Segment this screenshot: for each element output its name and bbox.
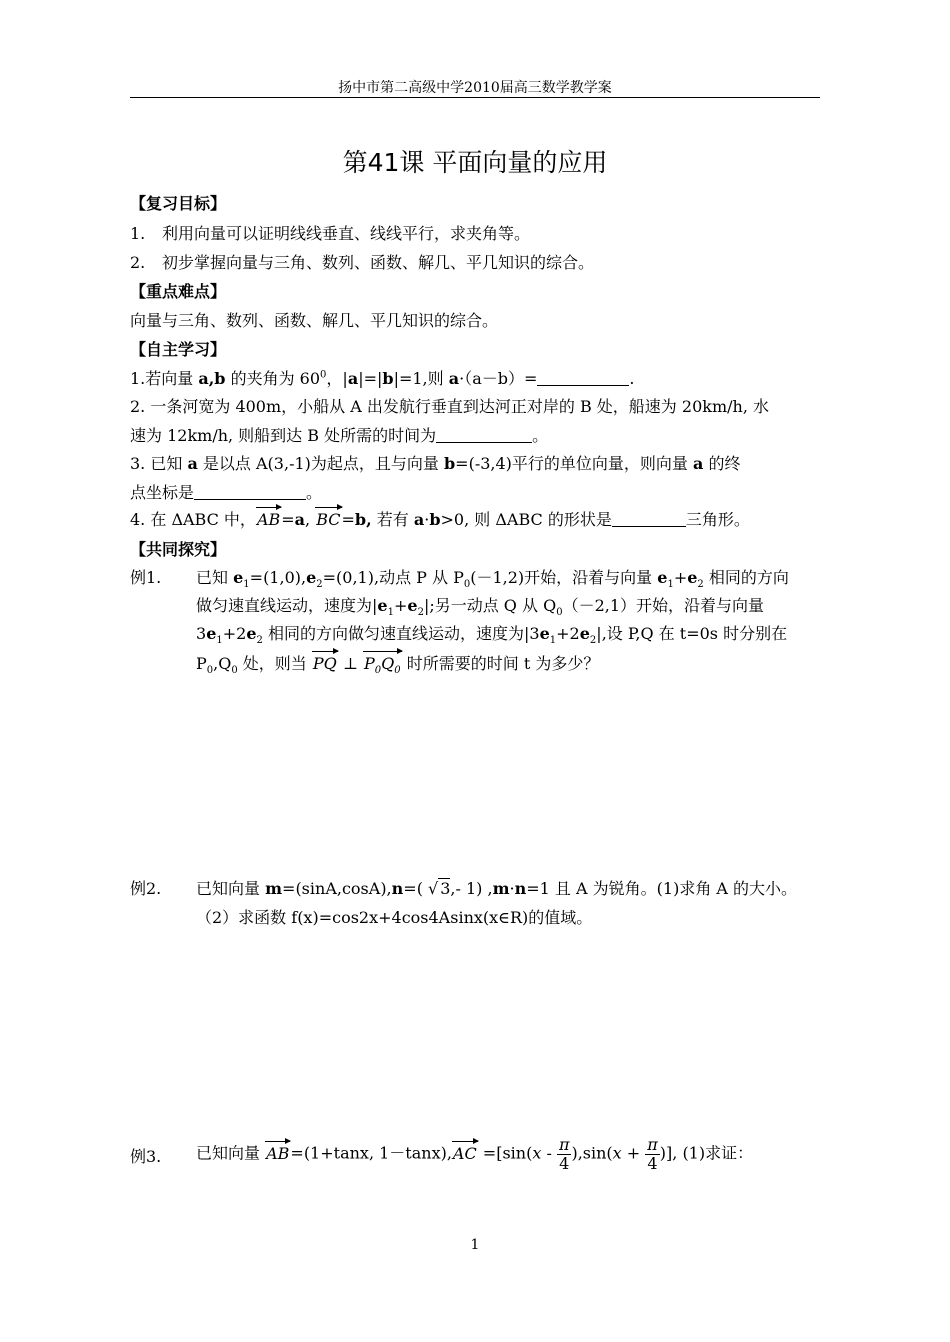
goal-item: 2. 初步掌握向量与三角、数列、函数、解几、平几知识的综合。 xyxy=(130,253,595,272)
vector-p0q0: $P_0Q_0$ xyxy=(364,654,401,677)
question-2-line-2: 速为 12km/h, 则船到达 B 处所需的时间为 。 xyxy=(130,426,549,445)
question-1: 1.若向量 a,b 的夹角为 $60^0$，|a|=|b|=1,则 a·（a－b）= . xyxy=(130,369,635,388)
fraction-pi-over-4: $\frac{\pi}{4}$ xyxy=(647,1135,658,1173)
answer-blank xyxy=(436,428,532,443)
example-2-label: 例2. xyxy=(130,879,162,898)
vector-ac: AC xyxy=(452,1143,477,1163)
section-key: 【重点难点】 xyxy=(130,282,227,301)
answer-blank xyxy=(537,371,629,386)
vector-pq: PQ xyxy=(312,654,337,673)
section-explore: 【共同探究】 xyxy=(130,540,227,559)
example-1-label: 例1. xyxy=(130,568,162,587)
question-3-line-1: 3. 已知 a 是以点 A(3,-1)为起点，且与向量 b=(-3,4)平行的单位向量，则向量 a 的终 xyxy=(130,454,741,473)
goal-item: 1. 利用向量可以证明线线垂直、线线平行，求夹角等。 xyxy=(130,224,531,243)
header-rule xyxy=(130,97,820,98)
vector-bc: BC xyxy=(316,510,341,529)
question-4: 4. 在 ΔABC 中，AB=a, BC=b, 若有 a·b>0, 则 ΔABC 的形状是 三角形。 xyxy=(130,510,750,529)
example-1-line-4: $P_0,Q_0$ 处，则当 PQ ⊥ $P_0Q_0$ 时所需要的时间 t 为多少？ xyxy=(196,654,600,677)
section-self-study: 【自主学习】 xyxy=(130,340,227,359)
example-1-line-3: $3e_1+2e_2$ 相同的方向做匀速直线运动，速度为$|3e_1+2e_2|$,设 P,Q 在 t=0s 时分别在 xyxy=(196,624,788,647)
question-2-line-1: 2. 一条河宽为 400m，小船从 A 出发航行垂直到达河正对岸的 B 处，船速为 20km/h, 水 xyxy=(130,397,769,416)
example-3-label: 例3. xyxy=(130,1147,162,1166)
vector-ab: AB xyxy=(266,1143,290,1163)
question-3-line-2: 点坐标是 。 xyxy=(130,483,323,502)
page-number: 1 xyxy=(470,1237,480,1253)
key-text: 向量与三角、数列、函数、解几、平几知识的综合。 xyxy=(130,311,499,330)
example-2-line-1: 已知向量 m=(sinA,cosA),n=( √ 3,- 1) ,m·n=1 且 A 为锐角。(1)求角 A 的大小。 xyxy=(196,879,798,898)
page-header: 扬中市第二高级中学2010届高三数学教学案 xyxy=(338,80,612,96)
fraction-pi-over-4: $\frac{\pi}{4}$ xyxy=(558,1135,570,1173)
vector-ab: AB xyxy=(256,510,281,529)
answer-blank xyxy=(194,485,306,500)
answer-blank xyxy=(612,512,686,527)
section-goals: 【复习目标】 xyxy=(130,194,227,213)
example-3-line-1: 已知向量 AB=(1+tanx, 1－tanx),AC =[sin(x - $\frac{\pi}{4}$ ),sin(x + $\frac{\pi}{4}$ )], (1)求证： xyxy=(196,1135,754,1173)
example-1-line-2: 做匀速直线运动，速度为$|e_1+e_2|$;另一动点 Q 从 $Q_0(-2,1)$开始，沿着与向量 xyxy=(196,596,765,619)
example-1-line-1: 已知 $e_1=(1,0),e_2=(0,1)$,动点 P 从 $P_0(-1,2)$开始，沿着与向量 $e_1+e_2$ 相同的方向 xyxy=(196,568,789,591)
page-title: 第41课 平面向量的应用 xyxy=(342,148,608,177)
example-2-line-2: （2）求函数 f(x)=cos2x+4cos4Asinx(x∈R)的值域。 xyxy=(196,908,593,927)
